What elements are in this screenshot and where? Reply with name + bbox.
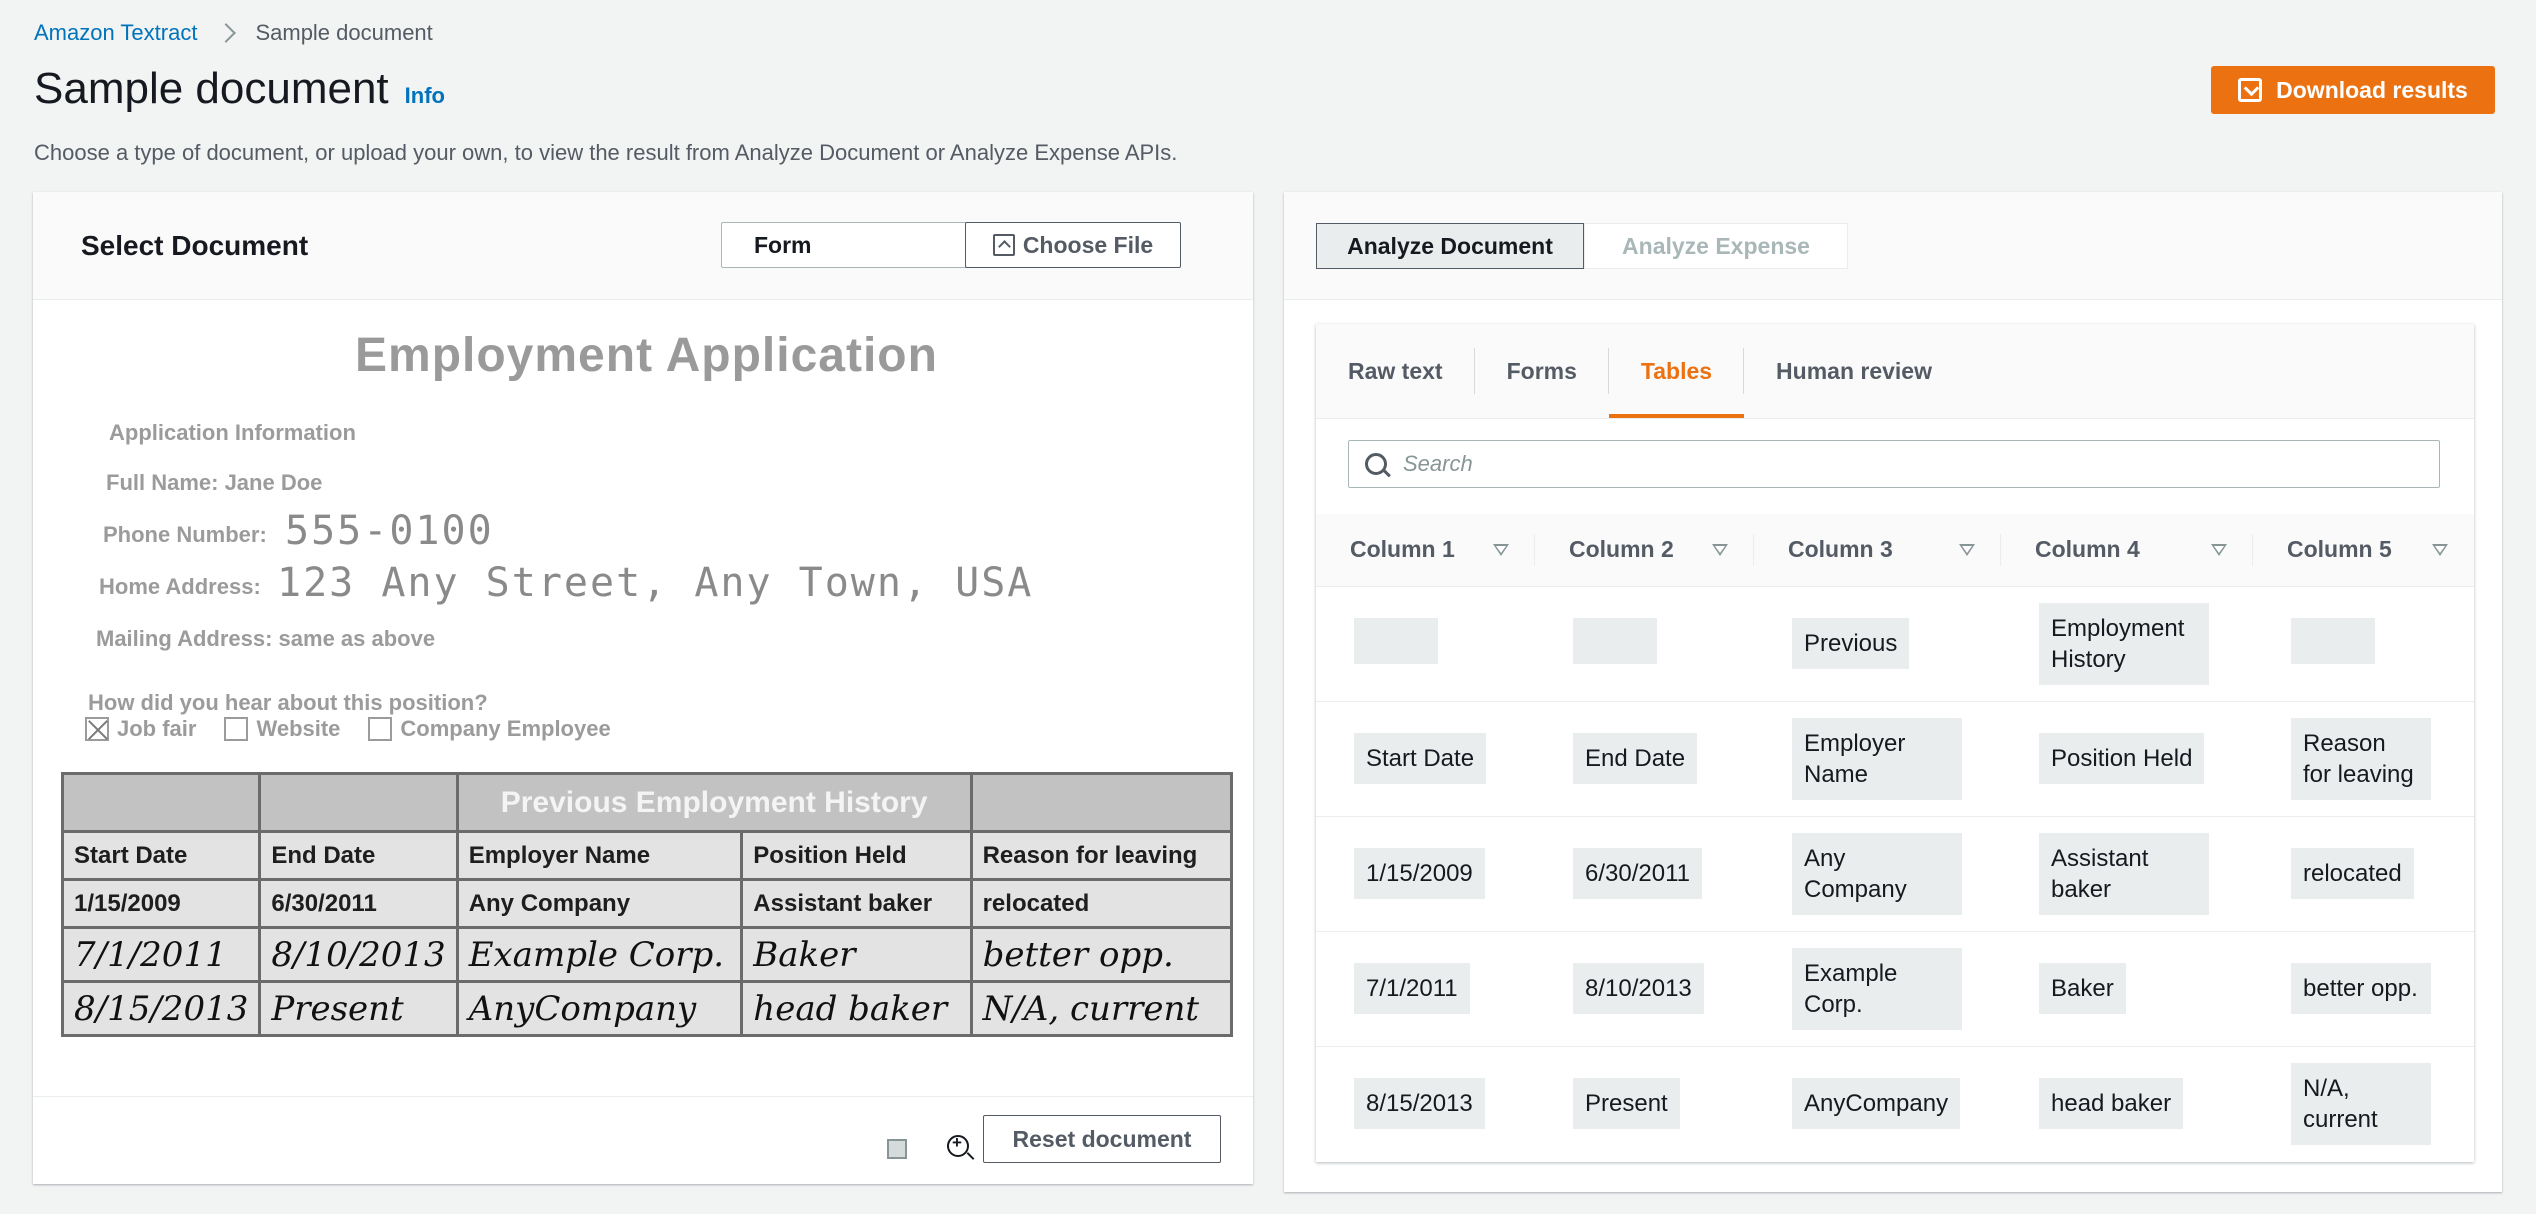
search-box[interactable]	[1348, 440, 2440, 488]
document-toolbar	[33, 1096, 1253, 1184]
analyze-expense-button[interactable]: Analyze Expense	[1584, 223, 1848, 269]
results-tabs	[1316, 324, 2474, 418]
table-cell	[1535, 586, 1754, 701]
breadcrumb	[34, 20, 433, 46]
zoom-in-icon[interactable]	[947, 1135, 969, 1157]
download-results-label: Download results	[2276, 76, 2468, 103]
doc-table-cell	[971, 774, 1231, 832]
tab-forms[interactable]: Forms	[1475, 324, 1609, 418]
doc-table-cell: Any Company	[457, 880, 742, 928]
doc-table-cell: Baker	[742, 928, 971, 982]
doc-table-row	[63, 880, 1232, 928]
doc-phone-value: 555-0100	[285, 508, 494, 554]
doc-check-job-fair	[85, 716, 196, 742]
reset-document-button[interactable]: Reset document	[983, 1115, 1221, 1163]
doc-checkboxes	[85, 716, 611, 742]
table-row	[1316, 701, 2474, 816]
sort-icon[interactable]	[2211, 544, 2227, 556]
doc-table-heading: Previous Employment History	[457, 774, 971, 832]
result-cell: Assistant baker	[2039, 833, 2209, 915]
result-cell	[1354, 618, 1438, 664]
doc-table-cell	[63, 774, 260, 832]
column-header-label: Column 5	[2287, 536, 2392, 563]
analyze-document-button[interactable]: Analyze Document	[1316, 223, 1584, 269]
table-cell	[2001, 586, 2253, 701]
result-cell: Reason for leaving	[2291, 718, 2431, 800]
table-cell	[1316, 701, 1535, 816]
upload-icon	[993, 234, 1015, 256]
table-cell	[1316, 931, 1535, 1046]
fit-page-icon[interactable]	[887, 1139, 907, 1159]
column-header-label: Column 3	[1788, 536, 1893, 563]
download-results-button[interactable]	[2211, 66, 2495, 114]
doc-table-cell: Position Held	[742, 832, 971, 880]
checked-box-icon	[85, 717, 109, 741]
result-cell: 8/15/2013	[1354, 1078, 1485, 1129]
doc-full-name: Full Name: Jane Doe	[106, 470, 323, 495]
table-row	[1316, 1046, 2474, 1161]
doc-table-cell: 7/1/2011	[63, 928, 260, 982]
result-cell: Previous	[1792, 618, 1909, 669]
table-cell	[1754, 816, 2001, 931]
doc-table-row	[63, 982, 1232, 1036]
result-cell: End Date	[1573, 733, 1697, 784]
table-cell	[2253, 931, 2474, 1046]
table-cell	[1754, 701, 2001, 816]
unchecked-box-icon	[368, 717, 392, 741]
doc-table-cell: 6/30/2011	[260, 880, 457, 928]
page-title	[34, 64, 445, 114]
doc-check-label: Website	[256, 716, 341, 741]
tab-tables[interactable]: Tables	[1609, 324, 1744, 418]
tab-human-review[interactable]: Human review	[1776, 357, 1932, 384]
doc-check-label: Job fair	[117, 716, 197, 741]
sort-icon[interactable]	[2432, 544, 2448, 556]
doc-table-heading-row	[63, 774, 1232, 832]
doc-table-cell: better opp.	[971, 928, 1231, 982]
table-cell	[2253, 816, 2474, 931]
page-title-text: Sample document	[34, 64, 389, 113]
choose-file-button[interactable]	[965, 222, 1181, 268]
result-cell	[2291, 618, 2375, 664]
doc-table-cell: Start Date	[63, 832, 260, 880]
table-cell	[1316, 1046, 1535, 1161]
result-cell: Present	[1573, 1078, 1680, 1129]
download-icon	[2238, 78, 2262, 102]
result-cell: 7/1/2011	[1354, 963, 1470, 1014]
doc-table-cell: Present	[260, 982, 457, 1036]
results-table	[1316, 514, 2474, 1161]
choose-file-label: Choose File	[1022, 231, 1154, 258]
result-cell: Start Date	[1354, 733, 1486, 784]
doc-table-cell: head baker	[742, 982, 971, 1036]
table-cell	[1754, 586, 2001, 701]
result-cell: Baker	[2039, 963, 2126, 1014]
doc-check-label: Company Employee	[400, 716, 611, 741]
table-cell	[2253, 1046, 2474, 1161]
page-description: Choose a type of document, or upload your own, to view the result from Analyze Document or Analyze Expense APIs.	[34, 140, 1178, 165]
doc-table-cell: 1/15/2009	[63, 880, 260, 928]
tabs-divider	[1316, 418, 2474, 419]
results-container	[1316, 324, 2474, 1162]
table-row	[1316, 931, 2474, 1046]
info-link[interactable]: Info	[404, 83, 445, 108]
column-header-3[interactable]	[1754, 514, 2001, 586]
column-header-label: Column 2	[1569, 536, 1674, 563]
api-segmented-control	[1316, 223, 1848, 269]
document-preview[interactable]	[33, 300, 1253, 1090]
select-document-panel	[33, 192, 1253, 1184]
result-cell: Employment History	[2039, 603, 2209, 685]
doc-table-cell: Reason for leaving	[971, 832, 1231, 880]
search-icon	[1365, 453, 1387, 475]
result-cell: N/A, current	[2291, 1063, 2431, 1145]
column-header-5[interactable]	[2253, 514, 2474, 586]
table-cell	[1535, 1046, 1754, 1161]
table-cell	[1535, 701, 1754, 816]
unchecked-box-icon	[224, 717, 248, 741]
results-header	[1284, 192, 2502, 300]
table-cell	[2001, 816, 2253, 931]
result-cell: Position Held	[2039, 733, 2204, 784]
doc-mailing: Mailing Address: same as above	[96, 626, 436, 651]
column-header-4[interactable]	[2001, 514, 2253, 586]
doc-table-row	[63, 928, 1232, 982]
result-cell: 8/10/2013	[1573, 963, 1704, 1014]
table-row	[1316, 816, 2474, 931]
results-panel	[1284, 192, 2502, 1192]
doc-section-label: Application Information	[109, 420, 356, 445]
result-cell: AnyCompany	[1792, 1078, 1960, 1129]
result-cell: Employer Name	[1792, 718, 1962, 800]
select-document-header	[33, 192, 1253, 300]
doc-table-cell: relocated	[971, 880, 1231, 928]
column-header-label: Column 4	[2035, 536, 2140, 563]
search-input[interactable]	[1403, 451, 2403, 477]
doc-home-value: 123 Any Street, Any Town, USA	[277, 560, 1034, 606]
result-cell: 1/15/2009	[1354, 848, 1485, 899]
document-type-value: Form	[754, 231, 812, 258]
result-cell: 6/30/2011	[1573, 848, 1702, 899]
chevron-right-icon	[217, 23, 237, 43]
table-cell	[2001, 701, 2253, 816]
result-cell: head baker	[2039, 1078, 2183, 1129]
doc-home-label: Home Address:	[99, 574, 261, 599]
table-cell	[2001, 1046, 2253, 1161]
doc-employment-table	[61, 772, 1233, 1037]
results-header-row	[1316, 514, 2474, 586]
table-cell	[2253, 701, 2474, 816]
result-cell: Example Corp.	[1792, 948, 1962, 1030]
table-cell	[1316, 586, 1535, 701]
sort-icon[interactable]	[1493, 544, 1509, 556]
doc-table-cell: Example Corp.	[457, 928, 742, 982]
doc-table-cell: N/A, current	[971, 982, 1231, 1036]
table-cell	[2253, 586, 2474, 701]
breadcrumb-current: Sample document	[255, 20, 433, 45]
sort-icon[interactable]	[1959, 544, 1975, 556]
doc-table-cell: 8/10/2013	[260, 928, 457, 982]
column-header-2[interactable]	[1535, 514, 1754, 586]
result-cell: better opp.	[2291, 963, 2431, 1014]
result-cell: Any Company	[1792, 833, 1962, 915]
sort-icon[interactable]	[1712, 544, 1728, 556]
doc-title: Employment Application	[355, 329, 938, 382]
doc-check-company-employee	[368, 716, 610, 742]
table-cell	[1316, 816, 1535, 931]
result-cell: relocated	[2291, 848, 2414, 899]
doc-table-cell: End Date	[260, 832, 457, 880]
doc-table-cell: Employer Name	[457, 832, 742, 880]
column-header-label: Column 1	[1350, 536, 1455, 563]
breadcrumb-link-textract[interactable]: Amazon Textract	[34, 20, 198, 45]
select-document-title: Select Document	[81, 230, 309, 261]
table-cell	[1754, 931, 2001, 1046]
document-type-select[interactable]	[721, 222, 1004, 268]
table-row	[1316, 586, 2474, 701]
doc-table-cell: Assistant baker	[742, 880, 971, 928]
table-cell	[2001, 931, 2253, 1046]
doc-table-column-row	[63, 832, 1232, 880]
doc-check-website	[224, 716, 340, 742]
doc-question: How did you hear about this position?	[88, 690, 488, 715]
doc-table-cell: 8/15/2013	[63, 982, 260, 1036]
table-cell	[1535, 816, 1754, 931]
result-cell	[1573, 618, 1657, 664]
table-cell	[1754, 1046, 2001, 1161]
doc-phone-label: Phone Number:	[103, 522, 267, 547]
doc-table-cell: AnyCompany	[457, 982, 742, 1036]
table-cell	[1535, 931, 1754, 1046]
doc-table-cell	[260, 774, 457, 832]
column-header-1[interactable]	[1316, 514, 1535, 586]
tab-raw-text[interactable]: Raw text	[1316, 324, 1475, 418]
